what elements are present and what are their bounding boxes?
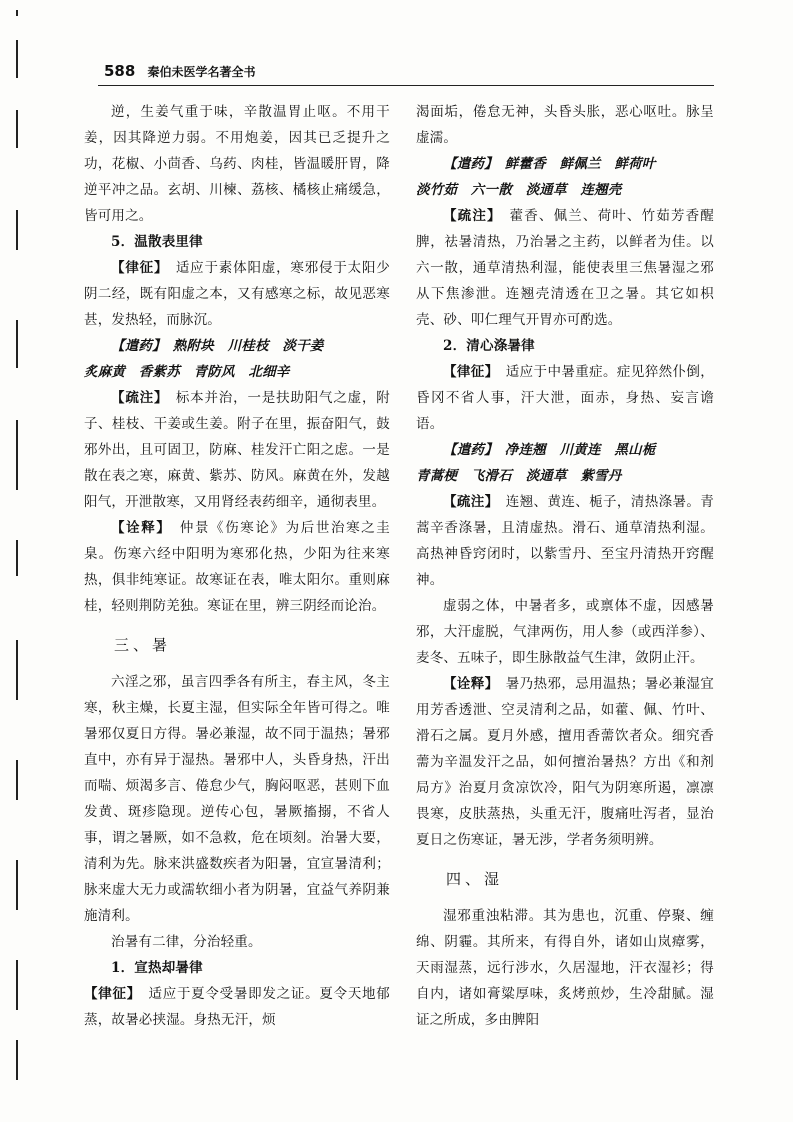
labeled-paragraph bbox=[84, 981, 390, 1033]
drug-list-continued bbox=[416, 463, 714, 489]
text: 适应于素体阳虚，寒邪侵于太阳少阴二经，既有阳虚之本，又有感寒之标，故见恶寒甚，发热轻，而脉沉。 bbox=[84, 260, 391, 328]
labeled-paragraph bbox=[416, 489, 714, 593]
text: 5．温散表里律 bbox=[111, 234, 203, 250]
text: 适应于夏令受暑即发之证。夏令天地郁蒸，故暑必挟湿。身热无汗，烦 bbox=[84, 986, 390, 1028]
text: 1．宣热却暑律 bbox=[111, 960, 203, 976]
drug-list bbox=[416, 151, 714, 177]
text: 六淫之邪，虽言四季各有所主，春主风，冬主寒，秋主燥，长夏主湿，但实际全年皆可得之。唯暑邪仅夏日方得。暑必兼湿，故不同于温热；暑邪直中，亦有异于湿热。暑邪中人，头昏身热，汗出而喘、烦渴多言、倦怠少气，胸闷呕恶，甚则下血发黄、斑疹隐现。逆传心包，暑厥搐搦，不省人事，谓之暑厥，如不急救，危在顷刻。治暑大要，清利为先。脉来洪盛数疾者为阳暑，宜宣暑清利；脉来虚大无力或濡软细小者为阴暑，宜益气养阴兼施清利。 bbox=[84, 674, 390, 924]
text: 虚弱之体，中暑者多，或禀体不虚，因感暑邪，大汗虚脱，气津两伤，用人参（或西洋参）、麦冬、五味子，即生脉散益气生津，敛阴止汗。 bbox=[416, 598, 714, 666]
paragraph bbox=[416, 903, 714, 1033]
text: 青蒿梗 飞滑石 淡通草 紫雪丹 bbox=[416, 468, 622, 484]
text: 藿香、佩兰、荷叶、竹茹芳香醒脾，祛暑清热，乃治暑之主药，以鲜者为佳。以六一散，通草清热利湿，能使表里三焦暑湿之邪从下焦渗泄。连翘壳清透在卫之暑。其它如枳壳、砂、叩仁理气开胃亦可酌选。 bbox=[416, 208, 714, 328]
text: 净连翘 川黄连 黑山栀 bbox=[504, 442, 656, 458]
drug-list bbox=[416, 437, 714, 463]
text: 三、暑 bbox=[114, 636, 172, 654]
entry-label: 【疏注】 bbox=[443, 208, 495, 224]
entry-label: 【遣药】 bbox=[111, 338, 160, 354]
header-rule bbox=[98, 85, 714, 86]
section-heading bbox=[84, 631, 390, 659]
book-title: 秦伯未医学名著全书 bbox=[147, 65, 256, 79]
entry-label: 【遣药】 bbox=[443, 442, 492, 458]
running-header bbox=[104, 60, 714, 82]
text: 熟附块 川桂枝 淡干姜 bbox=[172, 338, 324, 354]
entry-label: 【疏注】 bbox=[443, 494, 492, 510]
rule-heading bbox=[84, 229, 390, 255]
drug-list-continued bbox=[416, 177, 714, 203]
entry-label: 【律征】 bbox=[84, 986, 135, 1002]
paragraph bbox=[416, 593, 714, 671]
paragraph bbox=[416, 99, 714, 151]
paragraph bbox=[84, 929, 390, 955]
labeled-paragraph bbox=[416, 671, 714, 853]
text: 2．清心涤暑律 bbox=[443, 338, 535, 354]
text: 仲景《伤寒论》为后世治寒之圭臬。伤寒六经中阳明为寒邪化热，少阳为往来寒热，俱非纯寒证。故寒证在表，唯太阳尔。重则麻桂，轻则荆防羌独。寒证在里，辨三阴经而论治。 bbox=[84, 520, 390, 614]
text: 淡竹茹 六一散 淡通草 连翘壳 bbox=[416, 182, 622, 198]
paragraph bbox=[84, 669, 390, 929]
labeled-paragraph bbox=[416, 359, 714, 437]
text: 治暑有二律，分治轻重。 bbox=[111, 934, 262, 950]
entry-label: 【律征】 bbox=[443, 364, 492, 380]
drug-list bbox=[84, 333, 390, 359]
labeled-paragraph bbox=[84, 385, 390, 515]
labeled-paragraph bbox=[84, 515, 390, 619]
labeled-paragraph bbox=[84, 255, 390, 333]
page-number: 588 bbox=[104, 62, 136, 80]
text: 连翘、黄连、栀子，清热涤暑。青蒿辛香涤暑，且清虚热。滑石、通草清热利湿。高热神昏窍闭时，以紫雪丹、至宝丹清热开窍醒神。 bbox=[416, 494, 715, 588]
text: 鲜藿香 鲜佩兰 鲜荷叶 bbox=[504, 156, 656, 172]
page-edge-marks bbox=[16, 0, 19, 1122]
paragraph bbox=[84, 99, 390, 229]
text: 暑乃热邪，忌用温热；暑必兼湿宜用芳香透泄、空灵清利之品，如藿、佩、竹叶、滑石之属。夏月外感，擅用香薷饮者众。细究香薷为辛温发汗之品，如何擅治暑热？方出《和剂局方》治夏月贪凉饮冷，阳气为阴寒所遏，凛凛畏寒，皮肤蒸热，头重无汗，腹痛吐泻者，显治夏日之伤寒证，暑无涉，学者务须明辨。 bbox=[416, 676, 715, 848]
right-column bbox=[416, 99, 714, 1033]
text: 渴面垢，倦怠无神，头昏头胀，恶心呕吐。脉呈虚濡。 bbox=[416, 104, 714, 146]
rule-heading bbox=[416, 333, 714, 359]
drug-list-continued bbox=[84, 359, 390, 385]
entry-label: 【诠释】 bbox=[443, 676, 492, 692]
text: 四、湿 bbox=[446, 870, 504, 888]
text: 标本并治，一是扶助阳气之虚，附子、桂枝、干姜或生姜。附子在里，振奋阳气，鼓邪外出，且可固卫，防麻、桂发汗亡阳之虑。一是散在表之寒，麻黄、紫苏、防风。麻黄在外，发越阳气，开泄散寒，又用肾经表药细辛，通彻表里。 bbox=[84, 390, 391, 510]
labeled-paragraph bbox=[416, 203, 714, 333]
left-column bbox=[84, 99, 390, 1033]
text: 炙麻黄 香紫苏 青防风 北细辛 bbox=[84, 364, 290, 380]
section-heading bbox=[416, 865, 714, 893]
rule-heading bbox=[84, 955, 390, 981]
entry-label: 【疏注】 bbox=[111, 390, 162, 406]
text: 湿邪重浊粘滞。其为患也，沉重、停聚、缠绵、阴霾。其所来，有得自外，诸如山岚瘴雾，天雨湿蒸，远行涉水，久居湿地，汗衣湿衫；得自内，诸如膏粱厚味，炙烤煎炒，生冷甜腻。湿证之所成，多由脾阳 bbox=[416, 908, 714, 1028]
text: 逆，生姜气重于味，辛散温胃止呕。不用干姜，因其降逆力弱。不用炮姜，因其已乏提升之功，花椒、小茴香、乌药、肉桂，皆温暖肝胃，降逆平冲之品。玄胡、川楝、荔核、橘核止痛缓急，皆可用之。 bbox=[84, 104, 390, 224]
entry-label: 【遣药】 bbox=[443, 156, 492, 172]
entry-label: 【律征】 bbox=[111, 260, 162, 276]
entry-label: 【诠释】 bbox=[111, 520, 165, 536]
text: 适应于中暑重症。症见猝然仆倒，昏冈不省人事，汗大泄，面赤，身热、妄言谵语。 bbox=[416, 364, 715, 432]
